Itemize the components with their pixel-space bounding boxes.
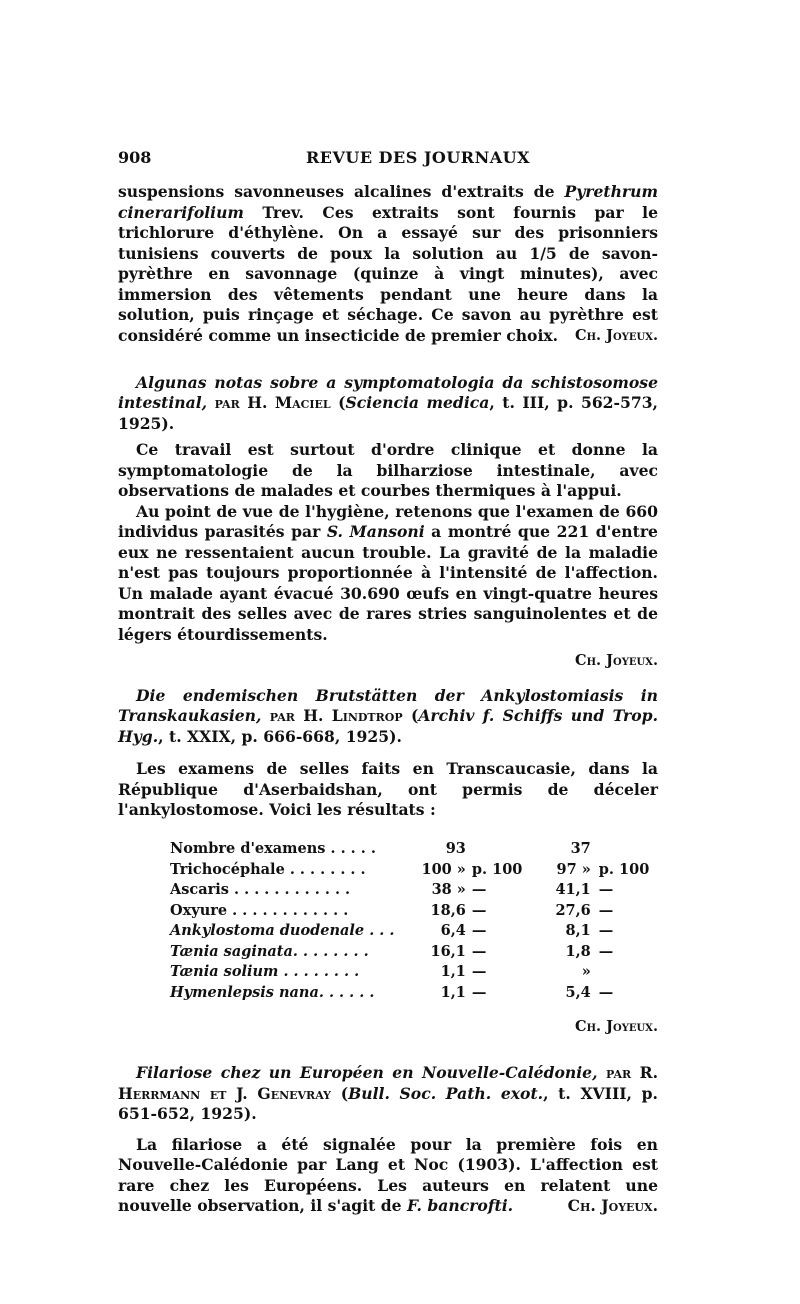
table-cell-unit-2: —	[598, 901, 614, 919]
table-row	[170, 962, 658, 983]
table-row	[170, 921, 658, 942]
table-cell-value-2: 27,6	[555, 901, 591, 919]
review-paragraph: Ce travail est surtout d'ordre clinique et donne la symptomatologie de la bilharziose intestinale, avec observations de malades et courbes thermiques à l'appui.	[118, 440, 658, 500]
article-title: Die endemischen Brutstätten der Ankylostomiasis in Transkaukasien, par H. Lindtrop (Archiv f. Schiffs und Trop. Hyg., t. XXIX, p. 666-668, 1925).	[118, 685, 659, 746]
article-title: Filariose chez un Européen en Nouvelle-Calédonie, par R. Herrmann et J. Genevray (Bull. Soc. Path. exot., t. XVIII, p. 651-652, 1925).	[118, 1063, 658, 1123]
review-pyrethrum	[118, 182, 658, 347]
table-cell-unit-2: —	[598, 922, 614, 940]
page-header	[118, 148, 658, 174]
review-signature: Ch. Joyeux.	[575, 652, 658, 669]
table-cell-value-1: 16,1	[430, 942, 466, 960]
table-cell-value-2: »	[581, 963, 591, 981]
page	[118, 148, 658, 1217]
table-row	[170, 880, 658, 901]
article-title: Algunas notas sobre a symptomatologia da schistosomose intestinal, par H. Maciel (Sciencia medica, t. III, p. 562-573, 1925).	[118, 372, 658, 433]
table-cell-unit-1	[466, 839, 548, 860]
table-cell-unit-2	[591, 839, 658, 860]
table-cell-name: Trichocéphale . . . . . . . .	[170, 860, 366, 878]
table-cell-name: Oxyure . . . . . . . . . . . .	[170, 901, 349, 919]
table-cell-unit-1: —	[471, 963, 487, 981]
table-cell-value-2: 41,1	[555, 881, 591, 899]
table-cell-name: Tænia saginata. . . . . . . .	[170, 942, 369, 960]
table-row	[170, 982, 658, 1003]
table-cell-value-1: 100 »	[421, 860, 466, 878]
table-cell-unit-2: p. 100	[598, 860, 650, 878]
review-paragraph: La filariose a été signalée pour la première fois en Nouvelle-Calédonie par Lang et Noc (1903). L'affection est rare chez les Européens. Les auteurs en relatent une nouvelle observation, il s'agit de F. bancrofti. Ch. Joyeux.	[118, 1134, 658, 1215]
table-cell-value-1: 18,6	[430, 901, 466, 919]
table-cell-value-2: 5,4	[565, 983, 591, 1001]
table-row	[170, 941, 658, 962]
table-cell-unit-1: —	[471, 881, 487, 899]
table-cell-value-2: 8,1	[565, 922, 591, 940]
table-cell-name: Tænia solium . . . . . . . .	[170, 963, 360, 981]
table-cell-unit-1: p. 100	[471, 860, 523, 878]
table-cell-value-1: 1,1	[440, 963, 466, 981]
table-cell-name: Ascaris . . . . . . . . . . . .	[170, 881, 351, 899]
table-cell-unit-2: —	[598, 942, 614, 960]
table-cell-value-1: 38 »	[431, 881, 466, 899]
table-cell-name: Hymenlepsis nana. . . . . .	[170, 983, 375, 1001]
table-cell-unit-2: —	[598, 881, 614, 899]
review-maciel	[118, 373, 658, 672]
page-number: 908	[118, 148, 152, 167]
table-cell-name: Ankylostoma duodenale . . .	[170, 922, 395, 940]
table-cell-unit-1: —	[471, 901, 487, 919]
table-cell-value-1: 93	[445, 840, 466, 858]
table-cell-unit-1: —	[471, 922, 487, 940]
review-herrmann	[118, 1063, 658, 1217]
running-title: REVUE DES JOURNAUX	[306, 148, 530, 167]
review-paragraph: Au point de vue de l'hygiène, retenons que l'examen de 660 individus parasités par S. Mansoni a montré que 221 d'entre eux ne ressentaient aucun trouble. La gravité de la maladie n'est pas toujours proportionnée à l'intensité de l'affection. Un malade ayant évacué 30.690 œufs en vingt-quatre heures montrait des selles avec de rares stries sanguinolentes et de légers étourdissements.	[118, 501, 658, 644]
review-paragraph: Les examens de selles faits en Transcaucasie, dans la République d'Aserbaidshan, ont permis de déceler l'ankylostomose. Voici les résultats :	[118, 759, 658, 819]
table-cell-unit-1: —	[471, 942, 487, 960]
table-row	[170, 900, 658, 921]
results-table	[170, 839, 658, 1003]
table-cell-value-2: 97 »	[556, 860, 591, 878]
table-cell-unit-2: —	[598, 983, 614, 1001]
review-paragraph: suspensions savonneuses alcalines d'extraits de Pyrethrum cinerarifolium Trev. Ces extraits sont fournis par le trichlorure d'éthylène. On a essayé sur des prisonniers tunisiens couverts de poux la solution au 1/5 de savon-pyrèthre en savonnage (quinze à vingt minutes), avec immersion des vêtements pendant une heure dans la solution, puis rinçage et séchage. Ce savon au pyrèthre est considéré comme un insecticide de premier choix.	[118, 182, 658, 345]
table-cell-value-1: 6,4	[440, 922, 466, 940]
table-cell-unit-2	[591, 962, 658, 983]
review-lindtrop	[118, 686, 658, 1038]
table-row	[170, 859, 658, 880]
table-cell-value-1: 1,1	[440, 983, 466, 1001]
table-cell-name: Nombre d'examens . . . . .	[170, 840, 376, 858]
review-signature: Ch. Joyeux.	[575, 327, 658, 344]
review-signature: Ch. Joyeux.	[567, 1196, 658, 1215]
review-signature: Ch. Joyeux.	[575, 1017, 658, 1035]
table-cell-value-2: 1,8	[565, 942, 591, 960]
table-cell-unit-1: —	[471, 983, 487, 1001]
table-row	[170, 839, 658, 860]
table-cell-value-2: 37	[570, 840, 591, 858]
